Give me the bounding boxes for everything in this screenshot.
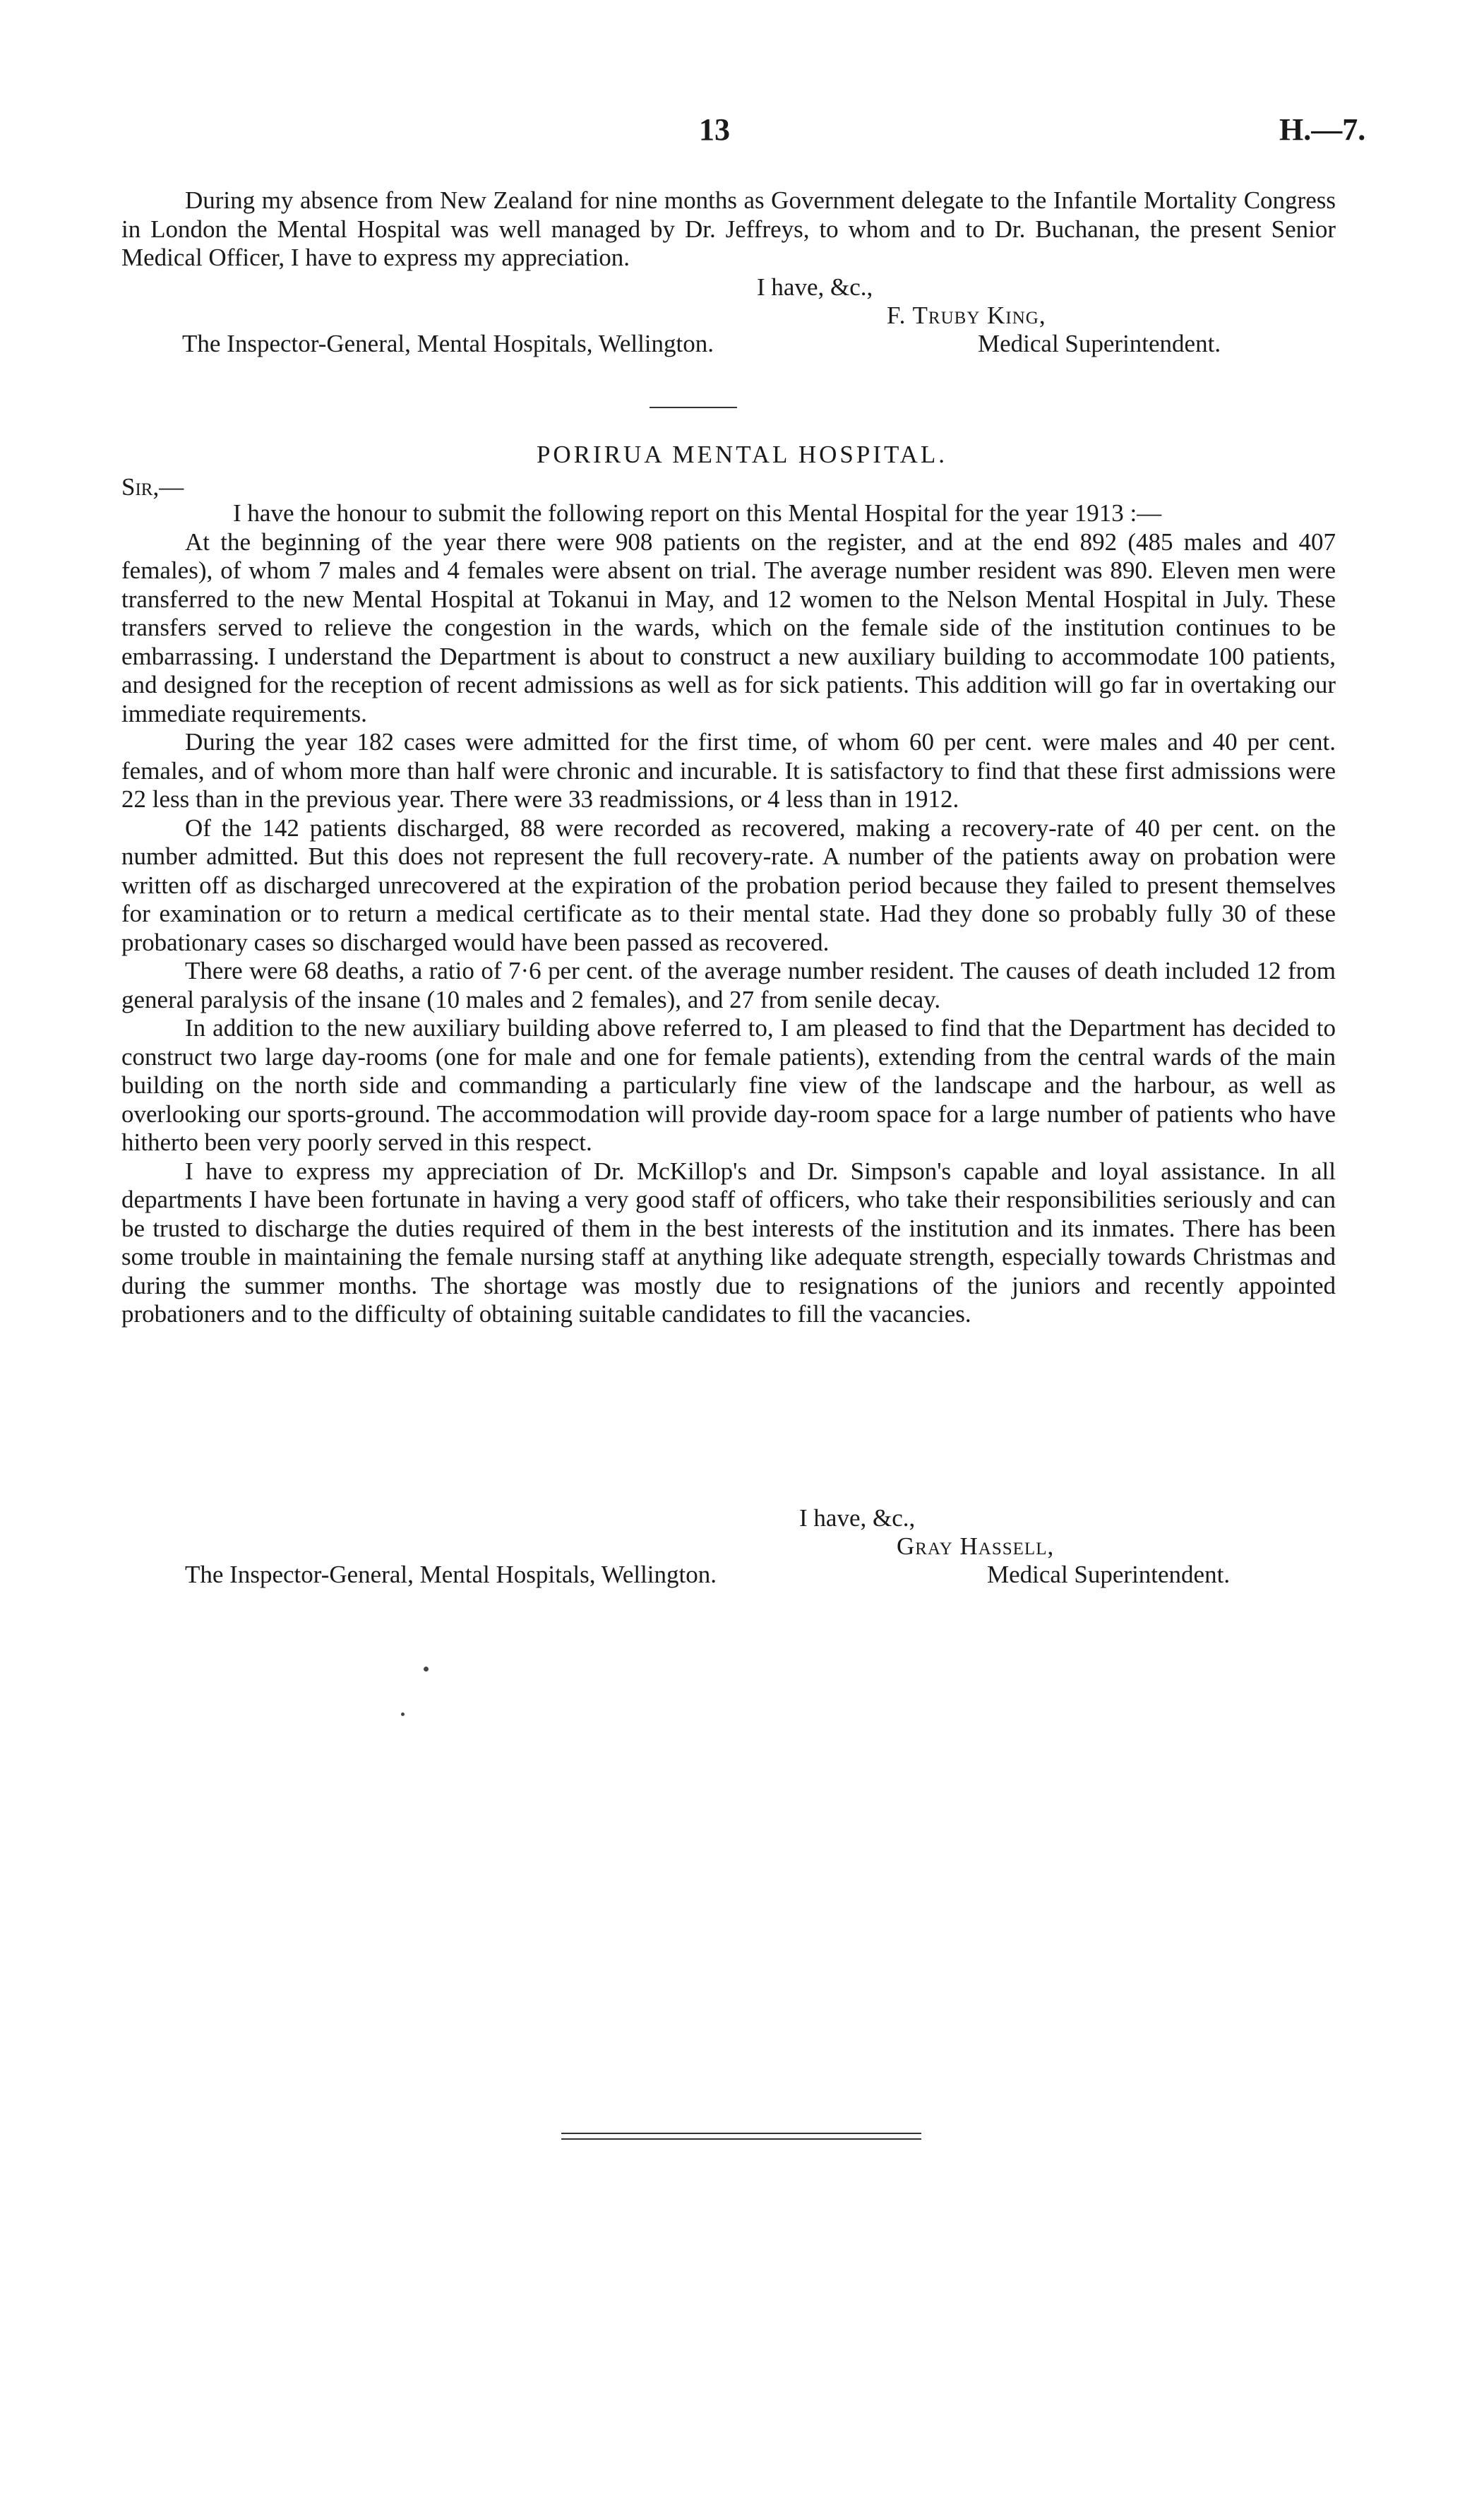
report-paragraph: Of the 142 patients discharged, 88 were recorded as recovered, making a recovery-rate of 40 per cent. on the number admitted. But this does not represent the full recovery-rate. A number of the patients away on probation were written off as discharged unrecovered at the expiration of the probation period because they failed to present themselves for examination or to return a medical certificate as to their mental state. Had they done so probably fully 30 of these probationary cases so discharged would have been passed as recovered. bbox=[121, 814, 1336, 956]
page-number: 13 bbox=[699, 112, 730, 147]
report-addressee: The Inspector-General, Mental Hospitals, Wellington. bbox=[185, 1561, 717, 1588]
intro-paragraph: During my absence from New Zealand for nine months as Government delegate to the Infantile Mortality Congress in London the Mental Hospital was well managed by Dr. Jeffreys, to whom and to Dr. Buchanan, the present Senior Medical Officer, I have to express my appreciation. bbox=[121, 186, 1336, 271]
section-divider bbox=[650, 407, 737, 408]
report-paragraph: I have to express my appreciation of Dr. McKillop's and Dr. Simpson's capable and loyal assistance. In all departments I have been fortunate in having a very good staff of officers, who take their responsibilities seriously and can be trusted to discharge the duties required of them in the best interests of the institution and its inmates. There has been some trouble in maintaining the female nursing staff at anything like adequate strength, especially towards Christmas and during the summer months. The shortage was mostly due to resignations of the juniors and recently appointed probationers and to the difficulty of obtaining suitable candidates to fill the vacancies. bbox=[121, 1157, 1336, 1328]
report-paragraph: In addition to the new auxiliary building above referred to, I am pleased to find that the Department has decided to construct two large day-rooms (one for male and one for female patients), extending from the central wards of the main building on the north side and commanding a particularly fine view of the landscape and the harbour, as well as overlooking our sports-ground. The accommodation will provide day-room space for a large number of patients who have hitherto been very poorly served in this respect. bbox=[121, 1014, 1336, 1156]
intro-addressee: The Inspector-General, Mental Hospitals, Wellington. bbox=[182, 330, 714, 357]
report-body bbox=[121, 499, 1336, 1329]
intro-letter bbox=[121, 186, 1336, 273]
intro-closing: I have, &c., bbox=[757, 273, 873, 301]
report-paragraph: During the year 182 cases were admitted for the first time, of whom 60 per cent. were males and 40 per cent. females, and of whom more than half were chronic and incurable. It is satisfactory to find that these first admissions were 22 less than in the previous year. There were 33 readmissions, or 4 less than in 1912. bbox=[121, 728, 1336, 813]
intro-title: Medical Superintendent. bbox=[978, 330, 1221, 357]
report-paragraph: At the beginning of the year there were 908 patients on the register, and at the end 892 (485 males and 407 females), of whom 7 males and 4 females were absent on trial. The average number resident was 890. Eleven men were transferred to the new Mental Hospital at Tokanui in May, and 12 women to the Nelson Mental Hospital in July. These transfers served to relieve the congestion in the wards, which on the female side of the institution continues to be embarrassing. I understand the Department is about to construct a new auxiliary building to accommodate 100 patients, and designed for the reception of recent admissions as well as for sick patients. This addition will go far in overtaking our immediate requirements. bbox=[121, 528, 1336, 727]
section-heading: PORIRUA MENTAL HOSPITAL. bbox=[536, 441, 948, 468]
intro-signatory: F. Truby King, bbox=[887, 302, 1046, 329]
salutation: Sir,— bbox=[121, 473, 184, 501]
report-title: Medical Superintendent. bbox=[987, 1561, 1231, 1588]
report-paragraph: There were 68 deaths, a ratio of 7·6 per cent. of the average number resident. The causes of death included 12 from general paralysis of the insane (10 males and 2 females), and 27 from senile decay. bbox=[121, 957, 1336, 1013]
end-rule bbox=[561, 2133, 921, 2144]
report-paragraph: I have the honour to submit the following report on this Mental Hospital for the year 1913 :— bbox=[233, 499, 1162, 527]
document-reference: H.—7. bbox=[1279, 112, 1366, 147]
page-header bbox=[0, 112, 1484, 154]
report-closing: I have, &c., bbox=[799, 1504, 916, 1532]
report-signatory: Gray Hassell, bbox=[897, 1532, 1055, 1560]
